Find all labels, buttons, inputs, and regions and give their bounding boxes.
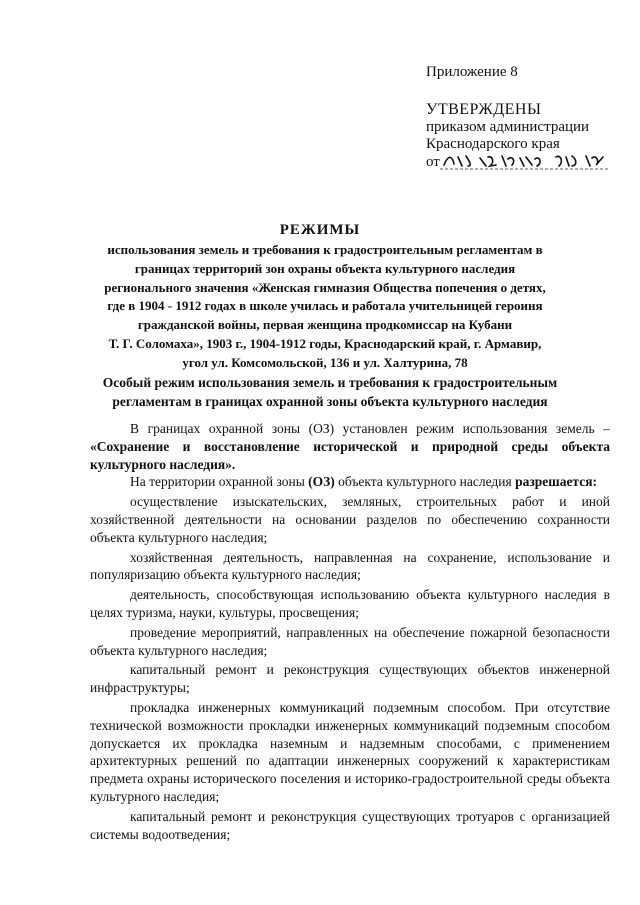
subtitle-line: использования земель и требования к градостроительным регламентам в <box>107 242 543 257</box>
list-item: прокладка инженерных коммуникаций подземным способом. При отсутствие технической возможности прокладки инженерных коммуникаций подземным способом допускается их прокладка наземным и надземным способами, с применением архитектурных решений по адаптации инженерных сооружений к характеристикам предмета охраны исторического поселения и историко-градостроительной среды объекта культурного наследия; <box>90 699 610 804</box>
subtitle-line: регионального значения «Женская гимназия Общества попечения о детях, <box>104 279 546 295</box>
list-item: осуществление изыскательских, земляных, строительных работ и иной хозяйственной деятельности на основании разделов по обеспечению сохранности объекта культурного наследия; <box>90 494 610 545</box>
subtitle-line: где в 1904 - 1912 годах в школе училась и работала учительницей героиня <box>107 298 543 314</box>
approved-heading: УТВЕРЖДЕНЫ <box>426 101 542 118</box>
section-heading <box>70 373 590 411</box>
paragraph-permitted-intro <box>90 473 610 491</box>
subtitle-line: гражданской войны, первая женщина продкомиссар на Кубани <box>137 317 513 333</box>
zone-code: (ОЗ) <box>308 474 335 490</box>
subtitle-line: границах территорий зон охраны объекта культурного наследия <box>134 260 516 276</box>
paragraph-land-use-regime <box>90 420 610 473</box>
permitted-label: разрешается: <box>515 474 598 490</box>
section-heading-line: Особый режим использования земель и требования к градостроительным <box>102 375 558 390</box>
list-item: капитальный ремонт и реконструкция существующих тротуаров с организацией системы водоотведения; <box>90 808 610 842</box>
appendix-label: Приложение 8 <box>426 64 518 80</box>
list-item: проведение мероприятий, направленных на обеспечение пожарной безопасности объекта культурного наследия; <box>90 624 610 658</box>
regime-name: «Сохранение и восстановление исторической и природной среды объекта культурного наследия». <box>90 438 610 472</box>
approval-line-2: Краснодарского края <box>426 136 560 152</box>
order-date-line <box>426 153 626 171</box>
handwritten-order-date-number <box>440 153 610 171</box>
document-body <box>90 420 610 845</box>
approval-block <box>426 64 626 171</box>
paragraph-text: На территории охранной зоны <box>130 474 309 490</box>
section-heading-line: регламентам в границах охранной зоны объекта культурного наследия <box>112 394 548 409</box>
list-item: деятельность, способствующая использованию объекта культурного наследия в целях туризма, науки, культуры, просвещения; <box>90 587 610 620</box>
paragraph-text: В границах охранной зоны (ОЗ) установлен режим использования земель – <box>130 421 610 436</box>
paragraph-text: объекта культурного наследия <box>334 474 516 490</box>
approval-line-1: приказом администрации <box>426 119 590 135</box>
subtitle-line: Т. Г. Соломаха», 1903 г., 1904-1912 годы, Краснодарский край, г. Армавир, <box>108 335 542 351</box>
subtitle-line: угол ул. Комсомольской, 136 и ул. Халтурина, 78 <box>182 354 468 370</box>
list-item: капитальный ремонт и реконструкция существующих объектов инженерной инфраструктуры; <box>90 662 610 696</box>
list-item: хозяйственная деятельность, направленная на сохранение, использование и популяризацию объекта культурного наследия; <box>90 549 610 583</box>
order-from-prefix: от <box>426 154 440 170</box>
document-title: РЕЖИМЫ <box>279 222 361 238</box>
document-subtitle <box>70 241 580 373</box>
